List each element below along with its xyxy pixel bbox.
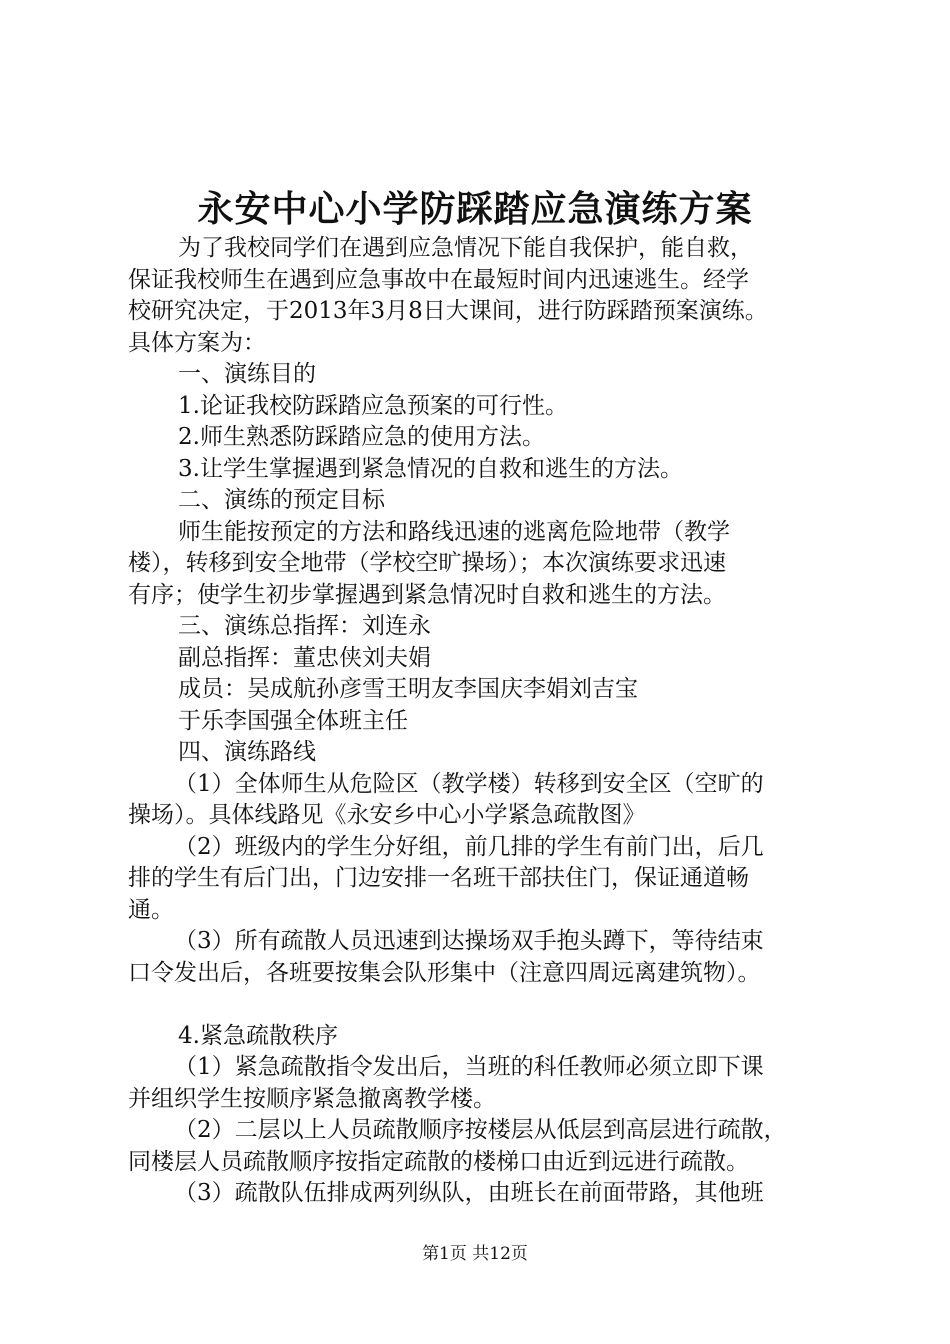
text-line: （1）紧急疏散指令发出后，当班的科任教师必须立即下课	[174, 1054, 764, 1080]
text-line: 一、演练目的	[178, 361, 316, 387]
text-line: 排的学生有后门出，门边安排一名班干部扶住门，保证通道畅	[128, 865, 749, 891]
text-line: 操场）。具体线路见《永安乡中心小学紧急疏散图》	[128, 802, 646, 828]
text-line: 成员：吴成航孙彦雪王明友李国庆李娟刘吉宝	[178, 676, 638, 702]
page-footer: 第1页 共12页	[422, 1244, 528, 1264]
text-line: 为了我校同学们在遇到应急情况下能自我保护，能自救，	[178, 235, 753, 261]
text-line: 三、演练总指挥：刘连永	[178, 613, 431, 639]
document-body	[128, 233, 848, 1210]
text-line: （3）所有疏散人员迅速到达操场双手抱头蹲下，等待结束	[174, 928, 764, 954]
text-line: 于乐李国强全体班主任	[178, 707, 408, 734]
text-line: 四、演练路线	[178, 739, 316, 765]
text-line: 并组织学生按顺序紧急撤离教学楼。	[128, 1085, 496, 1112]
text-line: 保证我校师生在遇到应急事故中在最短时间内迅速逃生。经学	[128, 266, 749, 293]
text-line: 具体方案为：	[128, 329, 266, 356]
document-title: 永安中心小学防踩踏应急演练方案	[197, 188, 753, 230]
text-line: 同楼层人员疏散顺序按指定疏散的楼梯口由近到远进行疏散。	[128, 1148, 749, 1175]
text-line: （2）二层以上人员疏散顺序按楼层从低层到高层进行疏散，	[174, 1117, 787, 1143]
text-line: 师生能按预定的方法和路线迅速的逃离危险地带（教学	[178, 518, 730, 545]
text-line: 有序；使学生初步掌握遇到紧急情况时自救和逃生的方法。	[128, 581, 726, 608]
text-line: （2）班级内的学生分好组，前几排的学生有前门出，后几	[174, 833, 764, 860]
text-line: 2.师生熟悉防踩踏应急的使用方法。	[178, 424, 545, 450]
text-line: 3.让学生掌握遇到紧急情况的自救和逃生的方法。	[178, 455, 683, 482]
text-line: 口令发出后，各班要按集会队形集中（注意四周远离建筑物）。	[128, 959, 761, 986]
text-line: 副总指挥：董忠侠刘夫娟	[178, 644, 431, 671]
text-line: （1）全体师生从危险区（教学楼）转移到安全区（空旷的	[174, 770, 764, 797]
text-line: 4.紧急疏散秩序	[178, 1022, 338, 1049]
text-line: （3）疏散队伍排成两列纵队，由班长在前面带路，其他班	[174, 1180, 764, 1206]
blank-line	[128, 989, 848, 1021]
text-line: 校研究决定，于2013年3月8日大课间，进行防踩踏预案演练。	[128, 298, 768, 324]
text-line: 二、演练的预定目标	[178, 487, 385, 513]
text-line: 通。	[128, 896, 174, 923]
text-line: 楼），转移到安全地带（学校空旷操场）；本次演练要求迅速	[128, 550, 726, 576]
text-line: 1.论证我校防踩踏应急预案的可行性。	[178, 392, 568, 419]
